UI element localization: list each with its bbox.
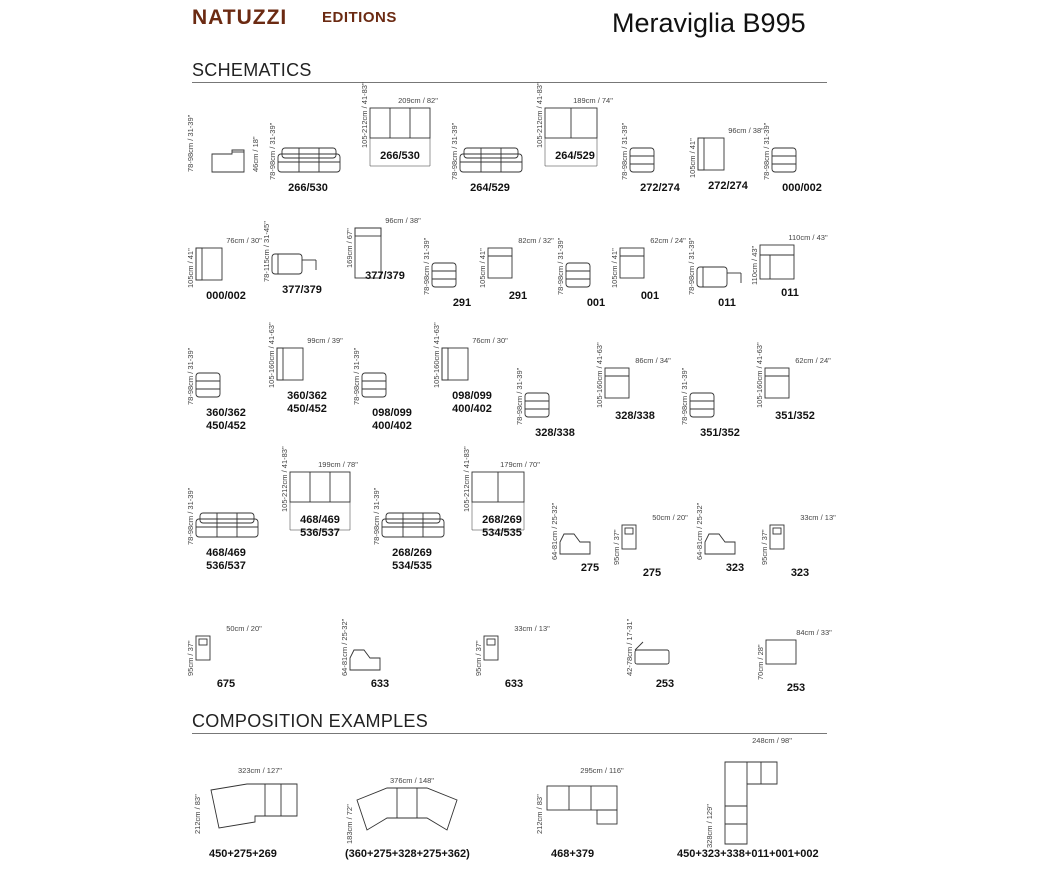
model-code: 633 — [370, 678, 390, 690]
composition-label: 468+379 — [551, 848, 595, 860]
model-code: 323 — [725, 562, 745, 574]
height-dimension: 78-98cm / 31-39" — [762, 122, 771, 180]
model-codes — [345, 678, 415, 691]
seat-height-dimension: 46cm / 18" — [251, 136, 260, 172]
height-dimension: 78-98cm / 31-39" — [422, 237, 431, 295]
model-code: 291 — [508, 290, 528, 302]
model-code: 011 — [781, 287, 799, 299]
height-dimension: 42-78cm / 17-31" — [625, 618, 634, 676]
height-dimension: 78-98cm / 31-39" — [680, 367, 689, 425]
height-dimension: 64-81cm / 25-32" — [695, 502, 704, 560]
model-codes — [692, 297, 762, 310]
height-dimension: 105-160cm / 41-63" — [755, 342, 764, 408]
height-dimension: 78-98cm / 31-39" — [352, 347, 361, 405]
width-dimension: 199cm / 78" — [318, 460, 358, 469]
height-dimension: 105cm / 41" — [610, 248, 619, 288]
height-dimension: 95cm / 37" — [474, 640, 483, 676]
model-code: 468/469 — [300, 514, 340, 526]
width-dimension: 295cm / 116" — [580, 766, 624, 775]
height-dimension: 105cm / 41" — [688, 138, 697, 178]
composition-label: (360+275+328+275+362) — [345, 848, 470, 860]
width-dimension: 62cm / 24" — [795, 356, 831, 365]
model-codes — [761, 682, 831, 695]
model-codes — [625, 182, 695, 195]
brand-suffix: EDITIONS — [322, 9, 397, 26]
model-codes — [357, 407, 427, 433]
width-dimension: 50cm / 20" — [652, 513, 688, 522]
height-dimension: 64-81cm / 25-32" — [550, 502, 559, 560]
height-dimension: 95cm / 37" — [760, 529, 769, 565]
model-code: 360/362 — [287, 390, 327, 402]
width-dimension: 99cm / 39" — [307, 336, 343, 345]
model-code: 098/099 — [372, 407, 412, 419]
model-code: 351/352 — [700, 427, 740, 439]
height-dimension: 78-98cm / 31-39" — [268, 122, 277, 180]
model-code: 360/362 — [206, 407, 246, 419]
model-code: 266/530 — [380, 150, 420, 162]
model-code: 377/379 — [365, 270, 405, 282]
width-dimension: 76cm / 30" — [472, 336, 508, 345]
model-codes — [191, 407, 261, 433]
height-dimension: 105-212cm / 41-83" — [535, 82, 544, 148]
model-codes — [755, 287, 825, 300]
width-dimension: 376cm / 148" — [390, 776, 434, 785]
schematics-divider — [192, 82, 827, 83]
model-code: 098/099 — [452, 390, 492, 402]
model-code: 000/002 — [206, 290, 246, 302]
width-dimension: 248cm / 98" — [752, 736, 792, 745]
height-dimension: 105-212cm / 41-83" — [462, 446, 471, 512]
model-code: 275 — [580, 562, 600, 574]
height-dimension: 78-98cm / 31-39" — [620, 122, 629, 180]
model-codes — [437, 390, 507, 416]
width-dimension: 86cm / 34" — [635, 356, 671, 365]
width-dimension: 33cm / 13" — [800, 513, 836, 522]
model-code: 268/269 — [482, 514, 522, 526]
model-codes — [630, 678, 700, 691]
height-dimension: 78-98cm / 31-39" — [687, 237, 696, 295]
product-title: Meraviglia B995 — [612, 8, 806, 38]
composition-label: 450+275+269 — [209, 848, 277, 860]
height-dimension: 105-212cm / 41-83" — [280, 446, 289, 512]
height-dimension: 78-98cm / 31-39" — [186, 487, 195, 545]
model-code: 291 — [452, 297, 472, 309]
model-code: 001 — [640, 290, 660, 302]
height-dimension: 105-212cm / 41-83" — [360, 82, 369, 148]
height-dimension: 64-81cm / 25-32" — [340, 618, 349, 676]
model-codes — [615, 290, 685, 303]
model-code: 633 — [504, 678, 524, 690]
model-code: 400/402 — [372, 420, 412, 432]
model-code: 351/352 — [775, 410, 815, 422]
depth-dimension: 212cm / 83" — [535, 794, 544, 834]
model-codes — [483, 290, 553, 303]
height-dimension: 95cm / 37" — [612, 529, 621, 565]
height-dimension: 78-98cm / 31-39" — [186, 114, 195, 172]
model-codes — [765, 567, 835, 580]
brand-logo: NATUZZI — [192, 6, 288, 29]
model-codes — [267, 284, 337, 297]
height-dimension: 78-98cm / 31-39" — [450, 122, 459, 180]
model-codes — [693, 180, 763, 193]
composition-drawing — [547, 778, 657, 878]
model-code: 534/535 — [392, 560, 432, 572]
model-code: 272/274 — [640, 182, 680, 194]
width-dimension: 84cm / 33" — [796, 628, 832, 637]
model-codes — [467, 514, 537, 540]
model-code: 268/269 — [392, 547, 432, 559]
model-code: 675 — [216, 678, 236, 690]
model-code: 534/535 — [482, 527, 522, 539]
height-dimension: 78-98cm / 31-39" — [372, 487, 381, 545]
model-code: 001 — [586, 297, 606, 309]
model-code: 266/530 — [288, 182, 328, 194]
compositions-divider — [192, 733, 827, 734]
width-dimension: 189cm / 74" — [573, 96, 613, 105]
model-codes — [191, 547, 261, 573]
height-dimension: 105cm / 41" — [478, 248, 487, 288]
model-code: 264/529 — [470, 182, 510, 194]
model-codes — [685, 427, 755, 440]
model-codes — [350, 270, 420, 283]
model-codes — [540, 150, 610, 163]
model-code: 272/274 — [708, 180, 748, 192]
model-codes — [191, 290, 261, 303]
model-codes — [479, 678, 549, 691]
width-dimension: 96cm / 38" — [728, 126, 764, 135]
model-code: 011 — [718, 297, 736, 309]
model-codes — [365, 150, 435, 163]
height-dimension: 110cm / 43" — [750, 245, 759, 285]
height-dimension: 169cm / 67" — [345, 228, 354, 268]
model-codes — [520, 427, 590, 440]
model-code: 468/469 — [206, 547, 246, 559]
model-codes — [191, 678, 261, 691]
model-codes — [272, 390, 342, 416]
model-codes — [767, 182, 837, 195]
height-dimension: 105-160cm / 41-63" — [432, 322, 441, 388]
schematics-heading: SCHEMATICS — [192, 60, 312, 80]
height-dimension: 78-98cm / 31-39" — [556, 237, 565, 295]
model-code: 000/002 — [782, 182, 822, 194]
height-dimension: 78-98cm / 31-39" — [515, 367, 524, 425]
model-code: 253 — [655, 678, 675, 690]
model-code: 377/379 — [282, 284, 322, 296]
height-dimension: 105-160cm / 41-63" — [595, 342, 604, 408]
height-dimension: 78-98cm / 31-39" — [186, 347, 195, 405]
composition-drawing — [717, 748, 827, 848]
width-dimension: 110cm / 43" — [788, 233, 828, 242]
width-dimension: 62cm / 24" — [650, 236, 686, 245]
model-code: 328/338 — [615, 410, 655, 422]
model-codes — [617, 567, 687, 580]
model-code: 323 — [790, 567, 810, 579]
model-code: 536/537 — [300, 527, 340, 539]
height-dimension: 70cm / 28" — [756, 644, 765, 680]
width-dimension: 209cm / 82" — [398, 96, 438, 105]
model-code: 450/452 — [206, 420, 246, 432]
width-dimension: 76cm / 30" — [226, 236, 262, 245]
model-codes — [760, 410, 830, 423]
compositions-heading: COMPOSITION EXAMPLES — [192, 711, 429, 731]
model-codes — [600, 410, 670, 423]
model-code: 328/338 — [535, 427, 575, 439]
width-dimension: 96cm / 38" — [385, 216, 421, 225]
depth-dimension: 328cm / 129" — [705, 804, 714, 848]
model-code: 275 — [642, 567, 662, 579]
width-dimension: 50cm / 20" — [226, 624, 262, 633]
model-codes — [273, 182, 343, 195]
model-codes — [377, 547, 447, 573]
width-dimension: 179cm / 70" — [500, 460, 540, 469]
model-code: 536/537 — [206, 560, 246, 572]
width-dimension: 82cm / 32" — [518, 236, 554, 245]
height-dimension: 105cm / 41" — [186, 248, 195, 288]
model-code: 253 — [786, 682, 806, 694]
model-code: 450/452 — [287, 403, 327, 415]
depth-dimension: 183cm / 72" — [345, 804, 354, 844]
depth-dimension: 212cm / 83" — [193, 794, 202, 834]
composition-label: 450+323+338+011+001+002 — [677, 848, 819, 860]
composition-drawing — [357, 788, 467, 888]
composition-drawing — [205, 778, 315, 878]
model-code: 264/529 — [555, 150, 595, 162]
width-dimension: 33cm / 13" — [514, 624, 550, 633]
height-dimension: 95cm / 37" — [186, 640, 195, 676]
height-dimension: 105-160cm / 41-63" — [267, 322, 276, 388]
model-codes — [455, 182, 525, 195]
height-dimension: 78-115cm / 31-45" — [262, 221, 271, 282]
model-code: 400/402 — [452, 403, 492, 415]
width-dimension: 323cm / 127" — [238, 766, 282, 775]
model-codes — [285, 514, 355, 540]
